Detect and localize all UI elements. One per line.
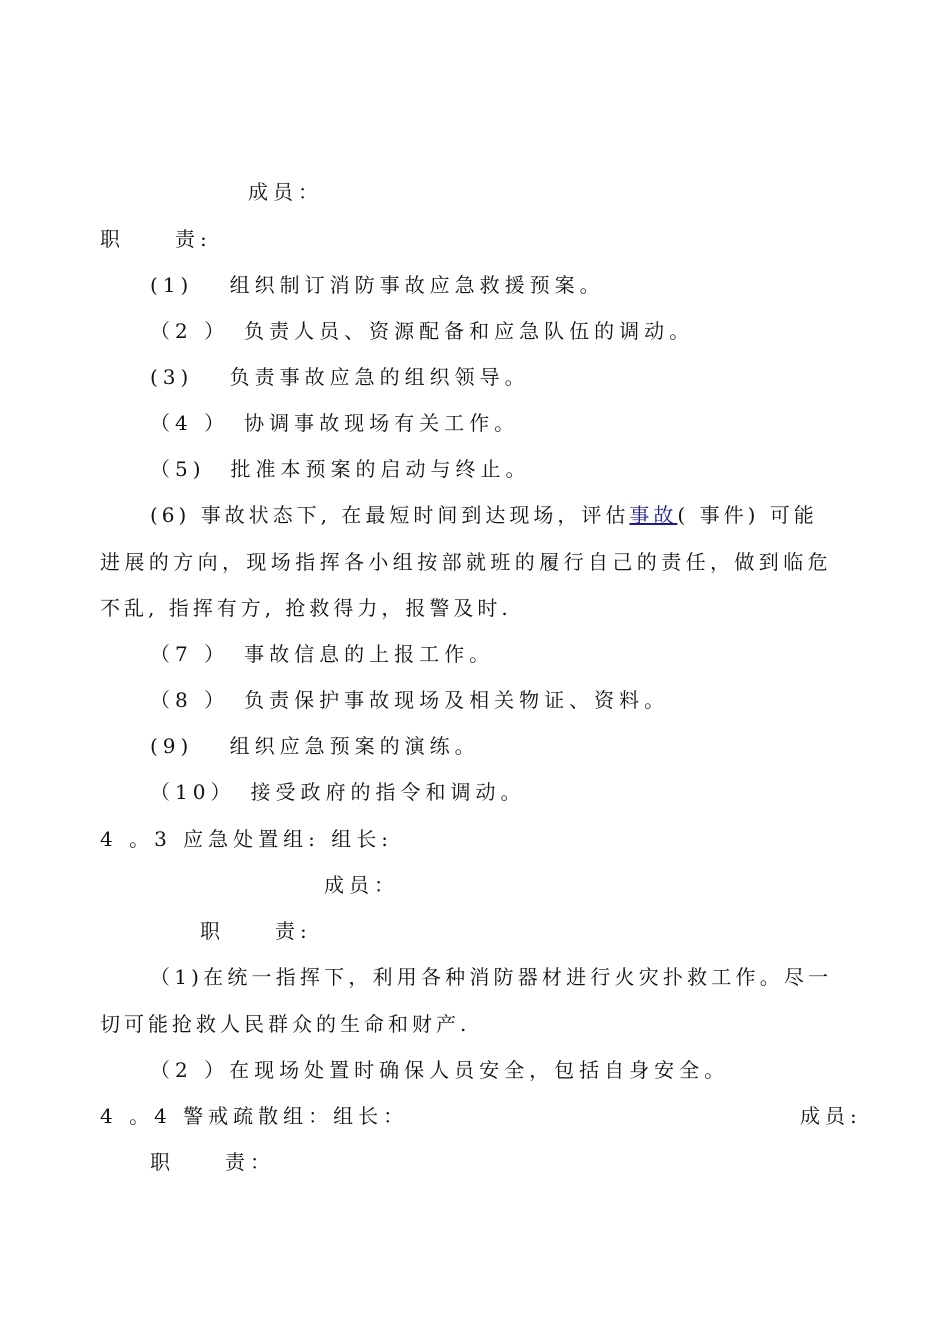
duty-item-6-text-b: ( 事件) 可能 <box>677 503 818 527</box>
duty-item-6-cont-2: 不乱, 指挥有方, 抢救得力，报警及时. <box>100 596 512 620</box>
members-label-3: 成员: <box>800 1104 862 1128</box>
response-item-2: （2 ）在现场处置时确保人员安全，包括自身安全。 <box>150 1058 730 1082</box>
duties-heading-1: 职 责: <box>100 227 212 251</box>
duty-item-1: (1) 组织制订消防事故应急救援预案。 <box>150 273 605 297</box>
duty-item-4: （4 ） 协调事故现场有关工作。 <box>150 411 520 435</box>
duties-heading-3: 职 责： <box>150 1150 275 1174</box>
duty-item-8: （8 ） 负责保护事故现场及相关物证、资料。 <box>150 688 670 712</box>
accident-link[interactable]: 事故 <box>629 503 678 527</box>
duty-item-7: （7 ） 事故信息的上报工作。 <box>150 642 495 666</box>
section-4-3-heading: 4 。3 应急处置组: 组长: <box>100 827 393 851</box>
members-label-1: 成员： <box>248 180 323 204</box>
section-4-4-heading: 4 。4 警戒疏散组：组长： <box>100 1104 409 1128</box>
duties-heading-2: 职 责: <box>200 919 312 943</box>
duty-item-6-text-a: (6) 事故状态下, 在最短时间到达现场，评估 <box>150 503 630 527</box>
duty-item-6 <box>150 501 818 529</box>
response-item-1: （1)在统一指挥下，利用各种消防器材进行火灾扑救工作。尽一 <box>150 965 833 989</box>
duty-item-10: （10） 接受政府的指令和调动。 <box>150 780 526 804</box>
duty-item-6-cont-1: 进展的方向，现场指挥各小组按部就班的履行自己的责任，做到临危 <box>100 550 832 574</box>
response-item-1-cont: 切可能抢救人民群众的生命和财产. <box>100 1012 471 1036</box>
members-label-2: 成员： <box>324 873 399 897</box>
duty-item-2: （2 ） 负责人员、资源配备和应急队伍的调动。 <box>150 319 695 343</box>
duty-item-5: （5) 批准本预案的启动与终止。 <box>150 457 531 481</box>
duty-item-3: (3) 负责事故应急的组织领导。 <box>150 365 530 389</box>
duty-item-9: (9) 组织应急预案的演练。 <box>150 734 480 758</box>
